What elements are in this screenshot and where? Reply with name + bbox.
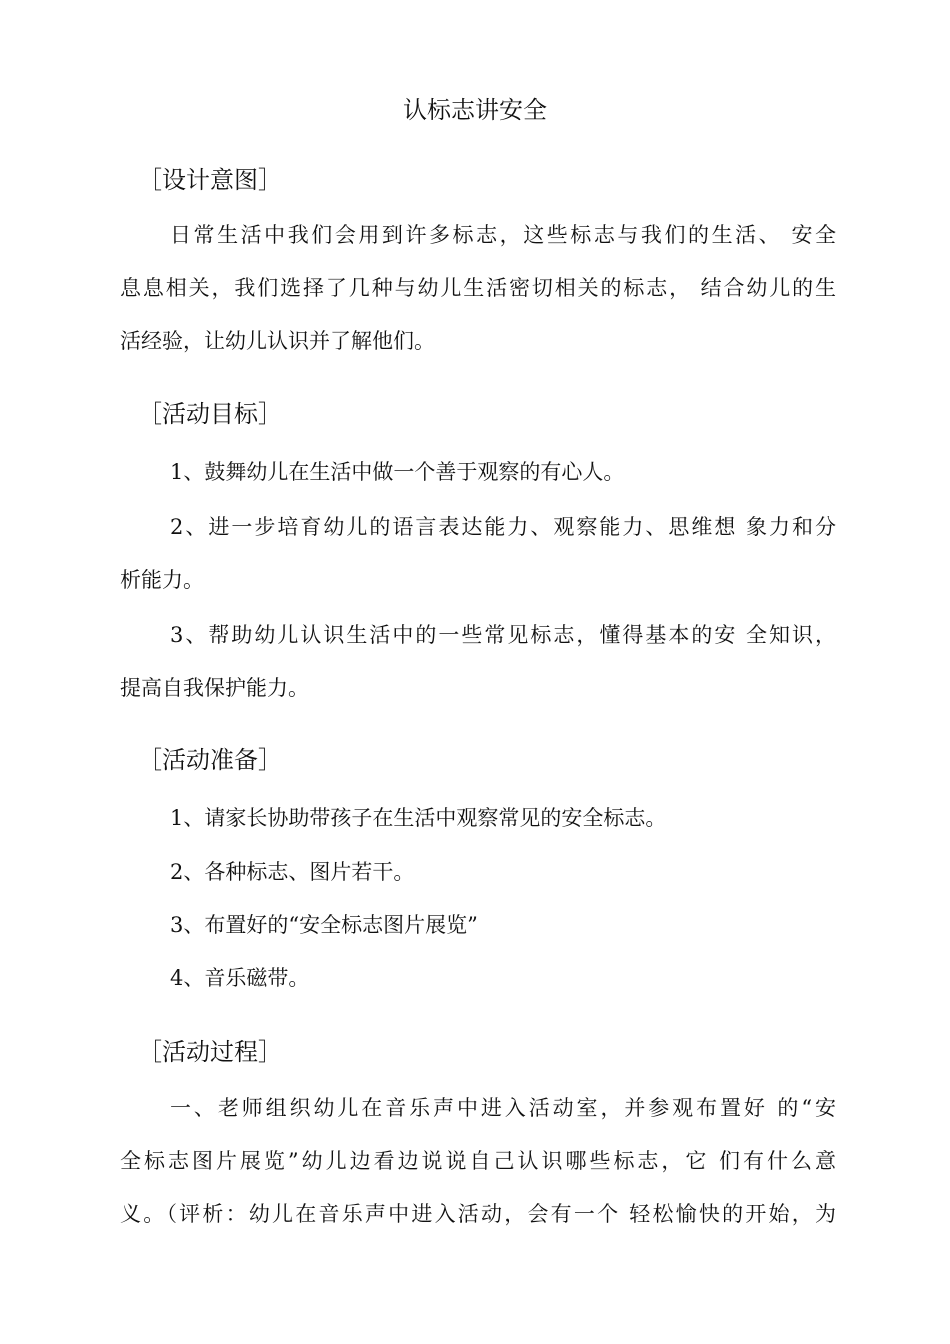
list-item: 1、请家长协助带孩子在生活中观察常见的安全标志。	[170, 806, 667, 830]
list-item: 2、各种标志、图片若干。	[170, 860, 415, 884]
list-item-continuation: 析能力。	[120, 568, 204, 592]
list-item-continuation: 提高自我保护能力。	[120, 676, 309, 700]
paragraph-line: 一、老师组织幼儿在音乐声中进入活动室，并参观布置好 的“安	[170, 1096, 836, 1120]
list-item: 3、布置好的“安全标志图片展览”	[170, 913, 478, 937]
paragraph-line: 义。（评析：幼儿在音乐声中进入活动，会有一个 轻松愉快的开始，为	[120, 1202, 836, 1226]
document-title: 认标志讲安全	[403, 96, 547, 124]
paragraph-line: 日常生活中我们会用到许多标志，这些标志与我们的生活、 安全	[170, 223, 836, 247]
paragraph-line: 活经验，让幼儿认识并了解他们。	[120, 329, 435, 353]
section-heading-activity-preparation: ［活动准备］	[138, 746, 282, 774]
list-item: 3、帮助幼儿认识生活中的一些常见标志，懂得基本的安 全知识，	[170, 623, 836, 647]
list-item: 1、鼓舞幼儿在生活中做一个善于观察的有心人。	[170, 460, 625, 484]
section-heading-activity-goals: ［活动目标］	[138, 400, 282, 428]
list-item: 4、音乐磁带。	[170, 966, 310, 990]
list-item: 2、进一步培育幼儿的语言表达能力、观察能力、思维想 象力和分	[170, 515, 836, 539]
section-heading-design-intent: ［设计意图］	[138, 166, 282, 194]
section-heading-activity-process: ［活动过程］	[138, 1038, 282, 1066]
paragraph-line: 全标志图片展览”幼儿边看边说说自己认识哪些标志，它 们有什么意	[120, 1149, 836, 1173]
paragraph-line: 息息相关，我们选择了几种与幼儿生活密切相关的标志， 结合幼儿的生	[120, 276, 836, 300]
